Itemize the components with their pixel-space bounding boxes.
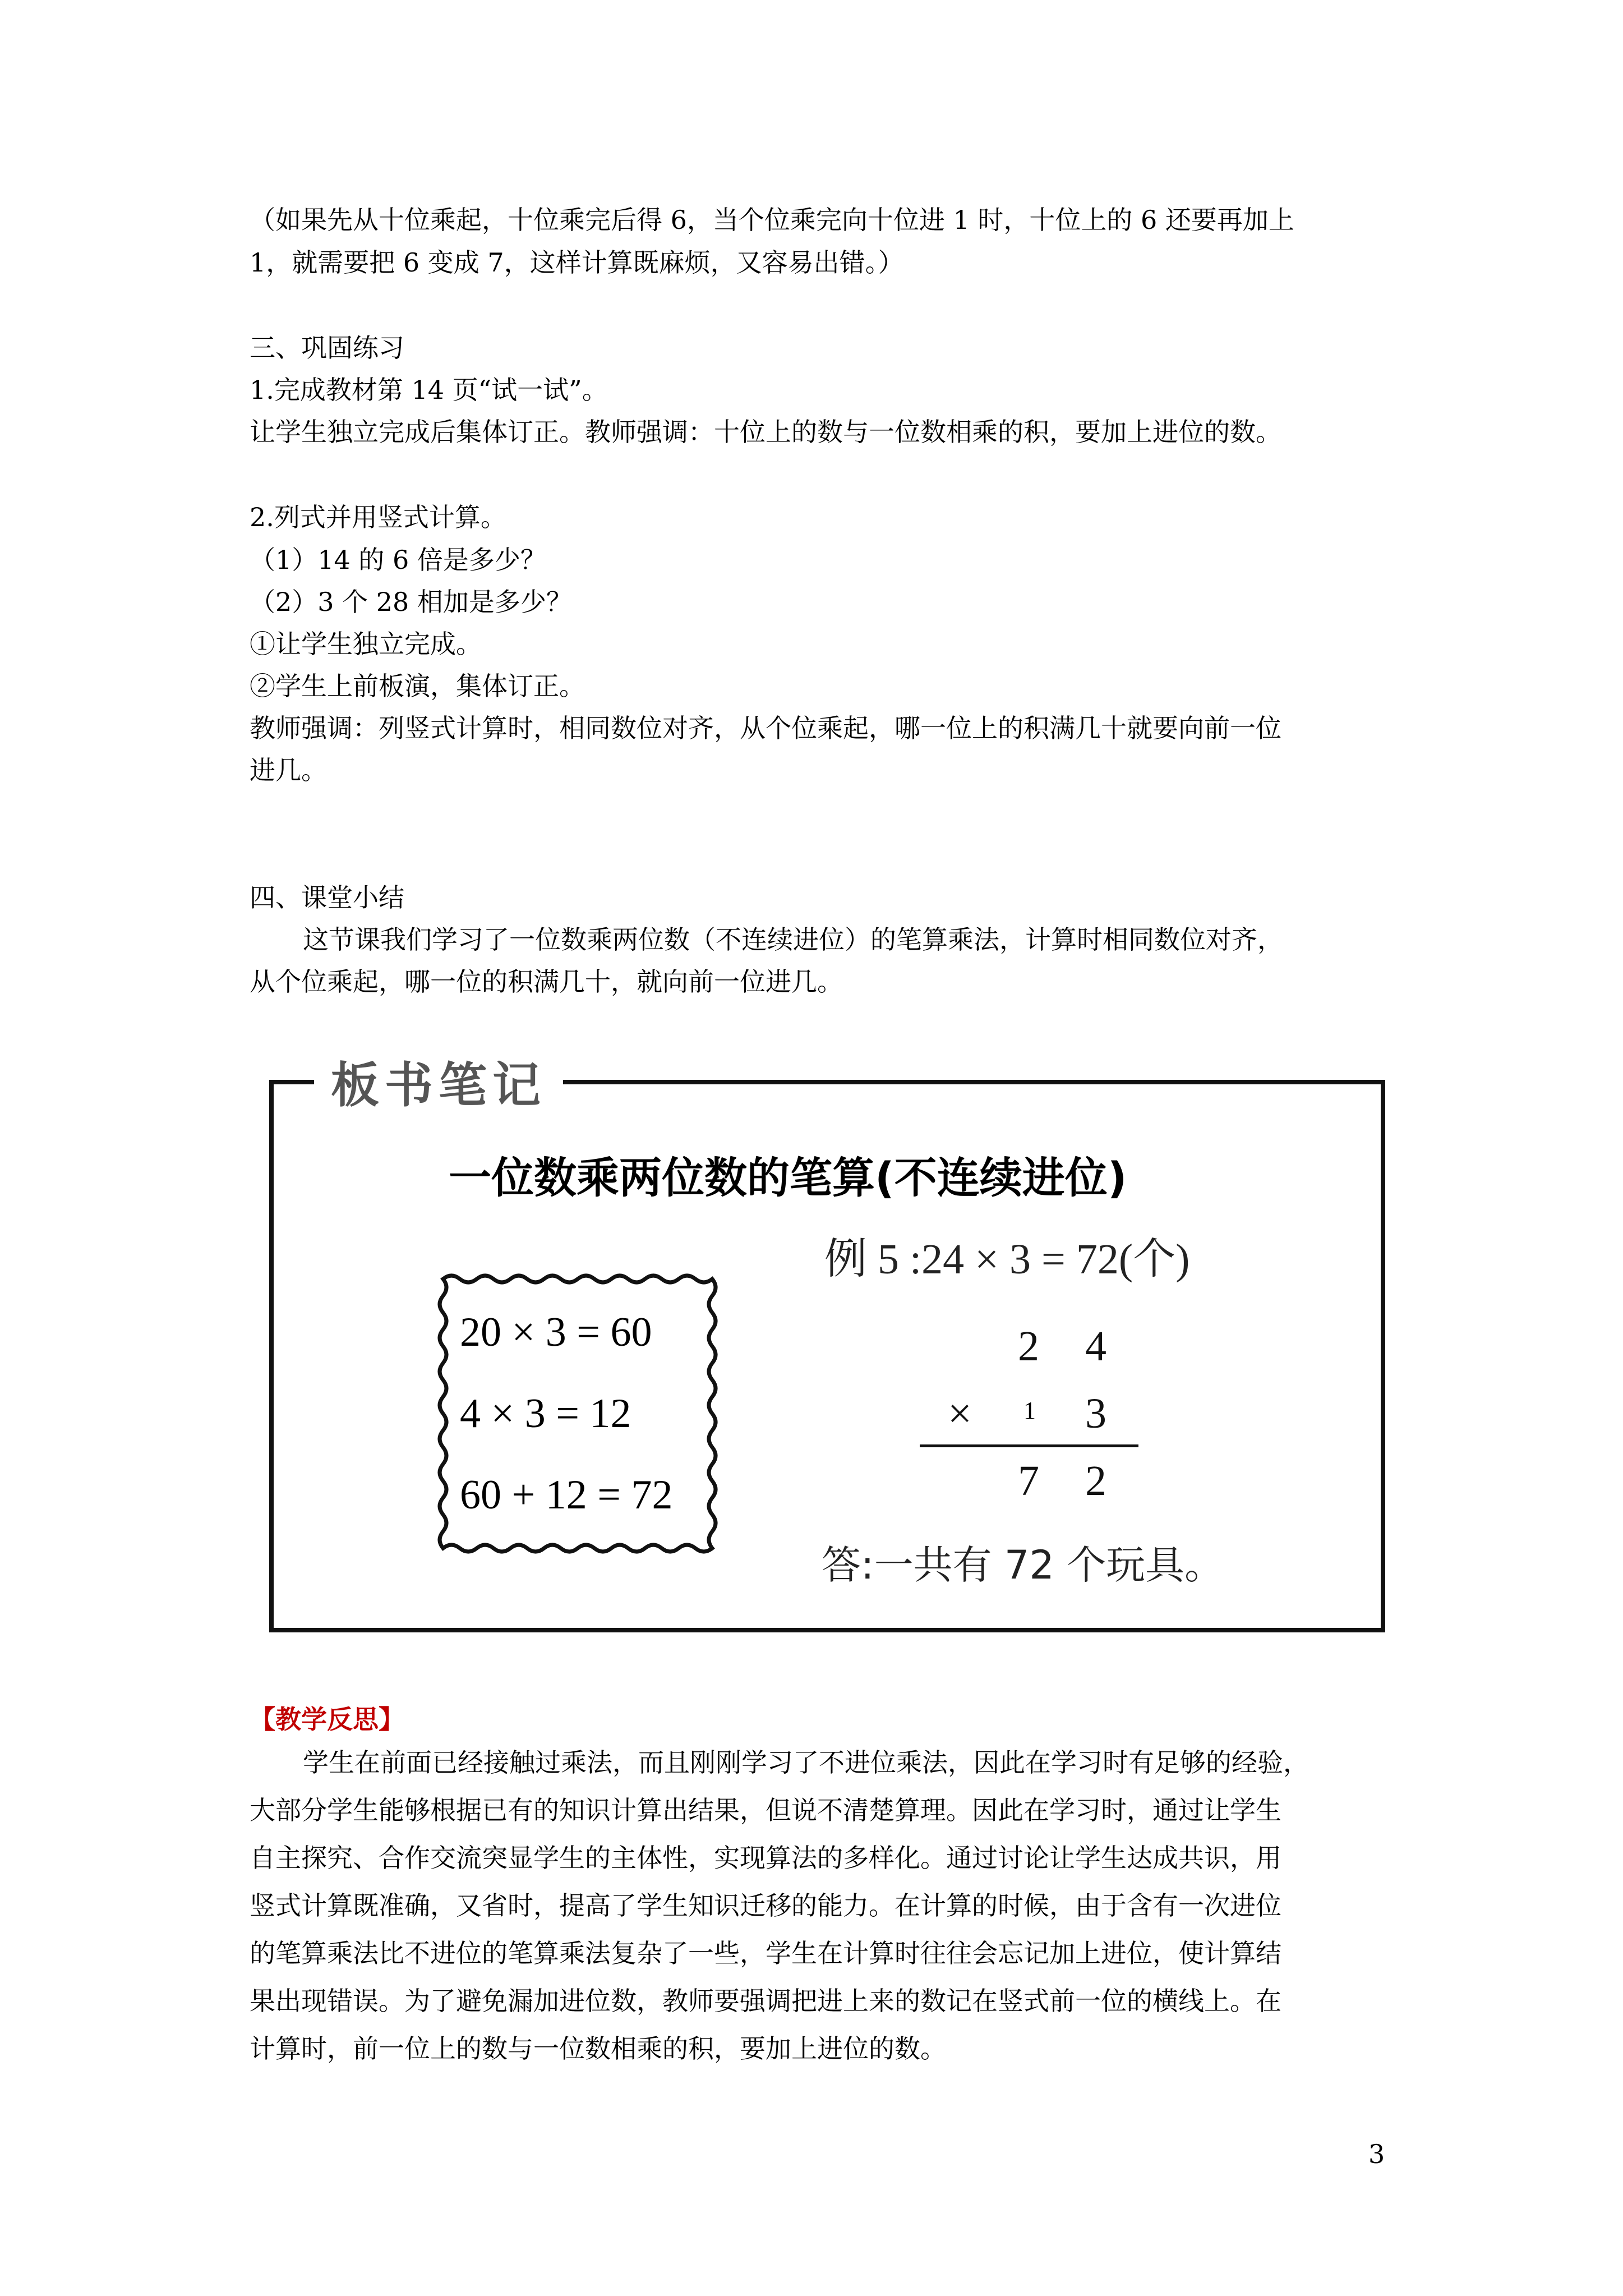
step-2: ②学生上前板演，集体订正。 xyxy=(250,671,585,701)
example-equation: 例 5 :24 × 3 = 72(个) xyxy=(824,1236,1190,1283)
section-4-title: 四、课堂小结 xyxy=(250,882,404,913)
emphasis-line-2: 进几。 xyxy=(250,755,327,785)
page-number: 3 xyxy=(1368,2139,1385,2169)
reflection-line: 果出现错误。为了避免漏加进位数，教师要强调把进上来的数记在竖式前一位的横线上。在 xyxy=(250,1986,1281,2016)
exercise-item-1-detail: 让学生独立完成后集体订正。教师强调：十位上的数与一位数相乘的积，要加上进位的数。 xyxy=(250,417,1281,447)
carry-digit: 1 xyxy=(1023,1397,1036,1424)
summary-line-2: 从个位乘起，哪一位的积满几十，就向前一位进几。 xyxy=(250,967,843,997)
vertical-digit: 3 xyxy=(1085,1390,1106,1437)
question-2: （2）3 个 28 相加是多少？ xyxy=(250,587,572,617)
reflection-line: 自主探究、合作交流突显学生的主体性，实现算法的多样化。通过讨论让学生达成共识，用 xyxy=(250,1843,1281,1873)
vertical-digit: 4 xyxy=(1085,1323,1106,1370)
exercise-item-1: 1.完成教材第 14 页“试一试”。 xyxy=(250,375,608,405)
vertical-rule xyxy=(920,1444,1138,1447)
vertical-digit: 2 xyxy=(1018,1323,1039,1370)
note-line-1: （如果先从十位乘起，十位乘完后得 6，当个位乘完向十位进 1 时，十位上的 6 还要再加上 xyxy=(250,205,1294,235)
section-3-title: 三、巩固练习 xyxy=(250,333,404,363)
step-1: ①让学生独立完成。 xyxy=(250,629,482,659)
calc-line-1: 20 × 3 = 60 xyxy=(460,1309,652,1355)
calc-line-3: 60 + 12 = 72 xyxy=(460,1472,673,1518)
result-digit: 7 xyxy=(1018,1457,1039,1504)
board-notes-label: 板书笔记 xyxy=(314,1057,563,1114)
reflection-line: 大部分学生能够根据已有的知识计算出结果，但说不清楚算理。因此在学习时，通过让学生 xyxy=(250,1795,1281,1825)
reflection-line: 竖式计算既准确，又省时，提高了学生知识迁移的能力。在计算的时候，由于含有一次进位 xyxy=(250,1890,1281,1921)
reflection-title: 【教学反思】 xyxy=(250,1704,404,1734)
result-digit: 2 xyxy=(1085,1457,1106,1504)
emphasis-line-1: 教师强调：列竖式计算时，相同数位对齐，从个位乘起，哪一位上的积满几十就要向前一位 xyxy=(250,713,1281,743)
multiply-sign: × xyxy=(948,1390,972,1437)
exercise-item-2: 2.列式并用竖式计算。 xyxy=(250,502,506,532)
calc-line-2: 4 × 3 = 12 xyxy=(460,1391,631,1437)
question-1: （1）14 的 6 倍是多少？ xyxy=(250,545,546,575)
summary-line-1: 这节课我们学习了一位数乘两位数（不连续进位）的笔算乘法，计算时相同数位对齐， xyxy=(303,924,1283,955)
reflection-line: 学生在前面已经接触过乘法，而且刚刚学习了不进位乘法，因此在学习时有足够的经验， xyxy=(303,1747,1309,1778)
board-heading: 一位数乘两位数的笔算(不连续进位) xyxy=(449,1153,1127,1203)
reflection-line: 计算时，前一位上的数与一位数相乘的积，要加上进位的数。 xyxy=(250,2033,946,2064)
answer-text: 答:一共有 72 个玩具。 xyxy=(822,1542,1224,1588)
reflection-line: 的笔算乘法比不进位的笔算乘法复杂了一些，学生在计算时往往会忘记加上进位，使计算结 xyxy=(250,1938,1281,1968)
note-line-2: 1，就需要把 6 变成 7，这样计算既麻烦，又容易出错。） xyxy=(250,247,904,278)
